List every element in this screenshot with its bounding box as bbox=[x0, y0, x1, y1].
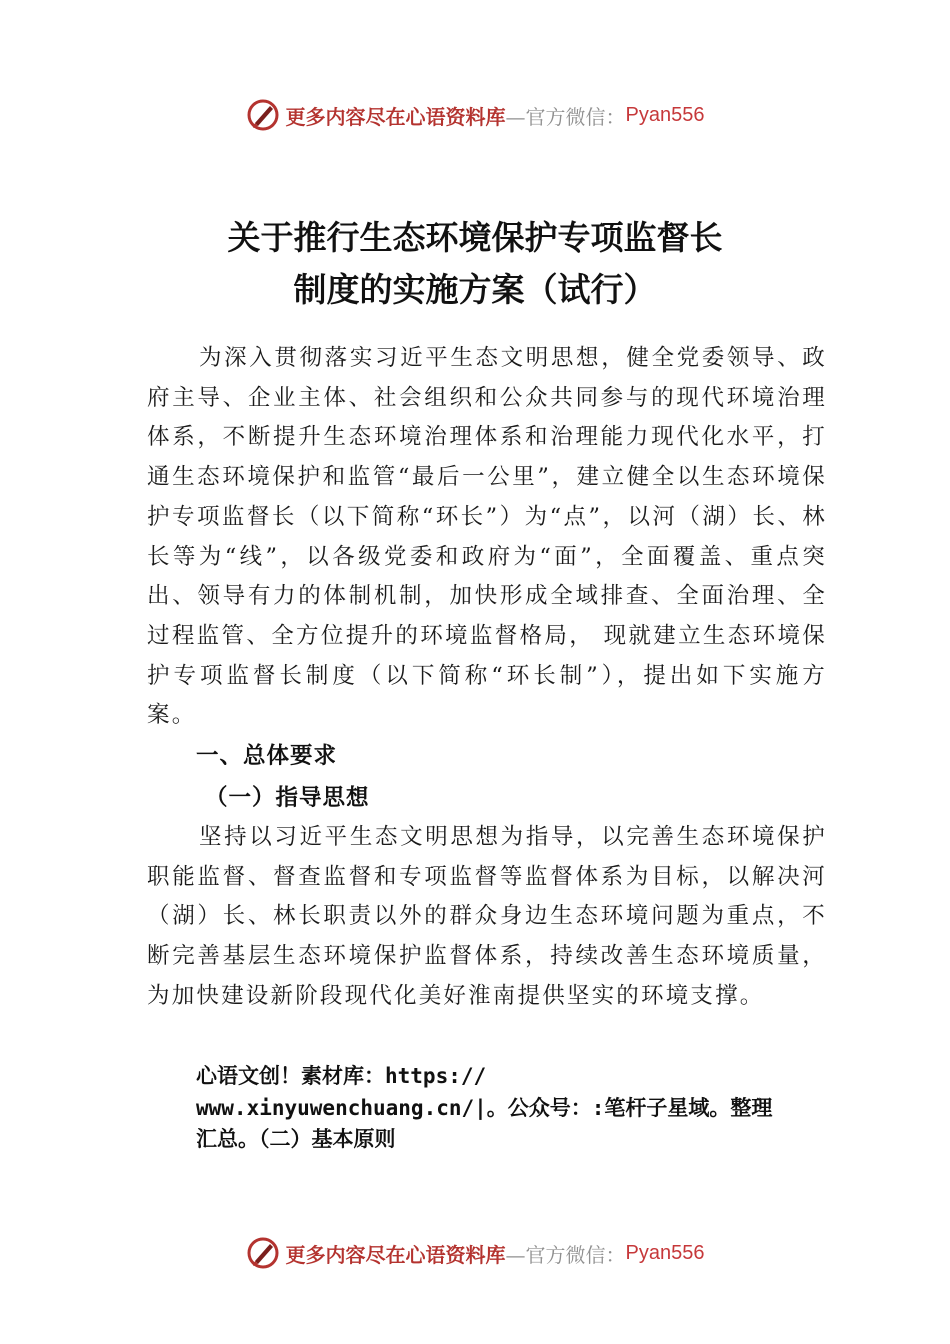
pen-seal-icon bbox=[246, 1236, 280, 1270]
document-title-line1: 关于推行生态环境保护专项监督长 bbox=[227, 218, 723, 257]
paragraph-intro: 为深入贯彻落实习近平生态文明思想，健全党委领导、政府主导、企业主体、社会组织和公众共同参与的现代环境治理体系，不断提升生态环境治理体系和治理能力现代化水平，打通生态环境保护和监管“最后一公里”，建立健全以生态环境保护专项监督长（以下简称“环长”）为“点”，以河（湖）长、林长等为“线”，以各级党委和政府为“面”，全面覆盖、重点突出、领导有力的体制机制，加快形成全域排查、全面治理、全过程监管、全方位提升的环境监督格局， 现就建立生态环境保护专项监督长制度（以下简称“环长制”），提出如下实施方案。 bbox=[147, 345, 827, 729]
watermark-note-line1: 心语文创！素材库：https:// bbox=[196, 1064, 487, 1088]
banner-text-wechat-id: Pyan556 bbox=[625, 103, 705, 126]
section-heading-general-requirements: 一、总体要求 bbox=[196, 743, 338, 769]
header-banner bbox=[0, 95, 950, 135]
paragraph-guiding-ideology: 坚持以习近平生态文明思想为指导，以完善生态环境保护职能监督、督查监督和专项监督等监督体系为目标，以解决河（湖）长、林长职责以外的群众身边生态环境问题为重点，不断完善基层生态环境保护监督体系，持续改善生态环境质量，为加快建设新阶段现代化美好淮南提供坚实的环境支撑。 bbox=[147, 824, 827, 1009]
pen-seal-icon bbox=[246, 98, 280, 132]
watermark-note-line2: www.xinyuwenchuang.cn/|。公众号：:笔杆子星域。整理 bbox=[196, 1096, 773, 1120]
banner-text-wechat-label: —官方微信： bbox=[505, 104, 626, 129]
banner-text-wechat-label: —官方微信： bbox=[505, 1242, 626, 1267]
banner-text-main: 更多内容尽在心语资料库 bbox=[285, 1242, 506, 1267]
watermark-note-line3: 汇总。（二）基本原则 bbox=[196, 1127, 396, 1151]
banner-text-main: 更多内容尽在心语资料库 bbox=[285, 104, 506, 129]
footer-banner bbox=[0, 1233, 950, 1273]
document-title-line2: 制度的实施方案（试行） bbox=[293, 270, 657, 309]
subsection-heading-guiding-ideology: （一）指导思想 bbox=[205, 785, 370, 811]
banner-text-wechat-id: Pyan556 bbox=[625, 1241, 705, 1264]
